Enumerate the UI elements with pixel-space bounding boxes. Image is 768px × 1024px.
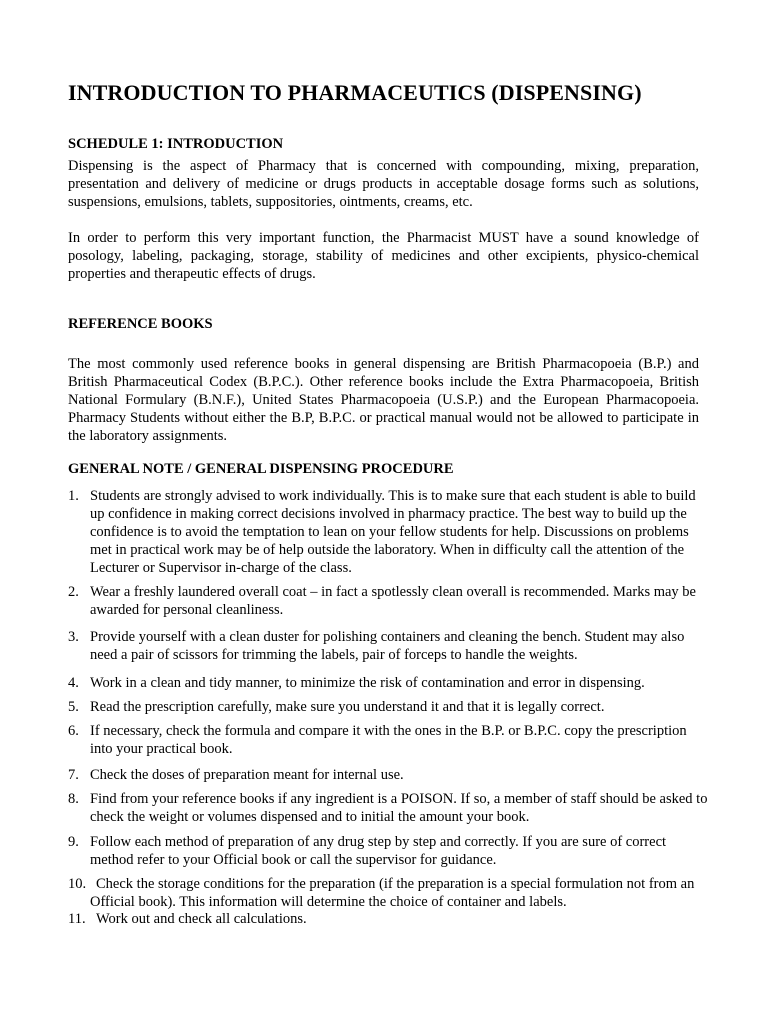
procedure-item	[68, 628, 708, 664]
procedure-item	[68, 674, 708, 692]
item-text: Work out and check all calculations.	[96, 911, 307, 927]
item-number: 9.	[68, 834, 79, 850]
item-text: Read the prescription carefully, make sure you understand it and that it is legally correct.	[90, 699, 605, 715]
procedure-item	[68, 487, 708, 577]
item-text: Check the doses of preparation meant for internal use.	[90, 767, 404, 783]
item-text: Work in a clean and tidy manner, to minimize the risk of contamination and error in dispensing.	[90, 675, 645, 691]
item-text: Follow each method of preparation of any drug step by step and correctly. If you are sure of correct method refer to your Official book or call the supervisor for guidance.	[90, 834, 667, 868]
item-text: Find from your reference books if any ingredient is a POISON. If so, a member of staff should be asked to check the weight or volumes dispensed and to initial the amount your book.	[90, 791, 708, 825]
procedure-item	[68, 910, 708, 928]
item-number: 11.	[68, 911, 86, 927]
item-text: If necessary, check the formula and compare it with the ones in the B.P. or B.P.C. copy the prescription into your practical book.	[90, 723, 687, 757]
item-number: 5.	[68, 699, 79, 715]
procedure-item	[68, 875, 708, 911]
item-text: Provide yourself with a clean duster for polishing containers and cleaning the bench. Student may also need a pair of scissors for trimming the labels, pair of forceps to handle the weights.	[90, 629, 685, 663]
reference-heading: REFERENCE BOOKS	[68, 316, 213, 332]
procedure-item	[68, 833, 708, 869]
item-number: 2.	[68, 584, 79, 600]
item-text: Students are strongly advised to work individually. This is to make sure that each student is able to build up confidence in making correct decisions involved in pharmacy practice. The best way to build up the confidence is to avoid the temptation to lean on your fellow students for help. Discussions on problems met in practical work may be of help outside the laboratory. When in difficulty call the attention of the Lecturer or Supervisor in-charge of the class.	[90, 488, 696, 576]
item-number: 1.	[68, 488, 79, 504]
item-text: Wear a freshly laundered overall coat – in fact a spotlessly clean overall is recommended. Marks may be awarded for personal cleanliness.	[90, 584, 696, 618]
schedule-heading: SCHEDULE 1: INTRODUCTION	[68, 136, 284, 152]
page-title: INTRODUCTION TO PHARMACEUTICS (DISPENSING)	[68, 80, 642, 105]
item-number: 10.	[68, 876, 87, 892]
item-number: 6.	[68, 723, 79, 739]
procedure-heading: GENERAL NOTE / GENERAL DISPENSING PROCEDURE	[68, 461, 454, 477]
procedure-item	[68, 790, 708, 826]
item-number: 8.	[68, 791, 79, 807]
item-text: Check the storage conditions for the preparation (if the preparation is a special formulation not from an Official book). This information will determine the choice of container and labels.	[90, 876, 695, 910]
item-number: 7.	[68, 767, 79, 783]
procedure-item	[68, 698, 708, 716]
procedure-item	[68, 583, 708, 619]
schedule-paragraph-2: In order to perform this very important function, the Pharmacist MUST have a sound knowledge of posology, labeling, packaging, storage, stability of medicines and other excipients, physico-chemical properties and therapeutic effects of drugs.	[68, 230, 699, 282]
item-number: 3.	[68, 629, 79, 645]
procedure-item	[68, 722, 708, 758]
reference-paragraph: The most commonly used reference books in general dispensing are British Pharmacopoeia (B.P.) and British Pharmaceutical Codex (B.P.C.). Other reference books include the Extra Pharmacopoeia, British National Formulary (B.N.F.), United States Pharmacopoeia (U.S.P.) and the European Pharmacopoeia. Pharmacy Students without either the B.P, B.P.C. or practical manual would not be allowed to participate in the laboratory assignments.	[68, 356, 699, 444]
item-number: 4.	[68, 675, 79, 691]
procedure-item	[68, 766, 708, 784]
schedule-paragraph-1: Dispensing is the aspect of Pharmacy that is concerned with compounding, mixing, preparation, presentation and delivery of medicine or drugs products in acceptable dosage forms such as solutions, suspensions, emulsions, tablets, suppositories, ointments, creams, etc.	[68, 158, 699, 210]
